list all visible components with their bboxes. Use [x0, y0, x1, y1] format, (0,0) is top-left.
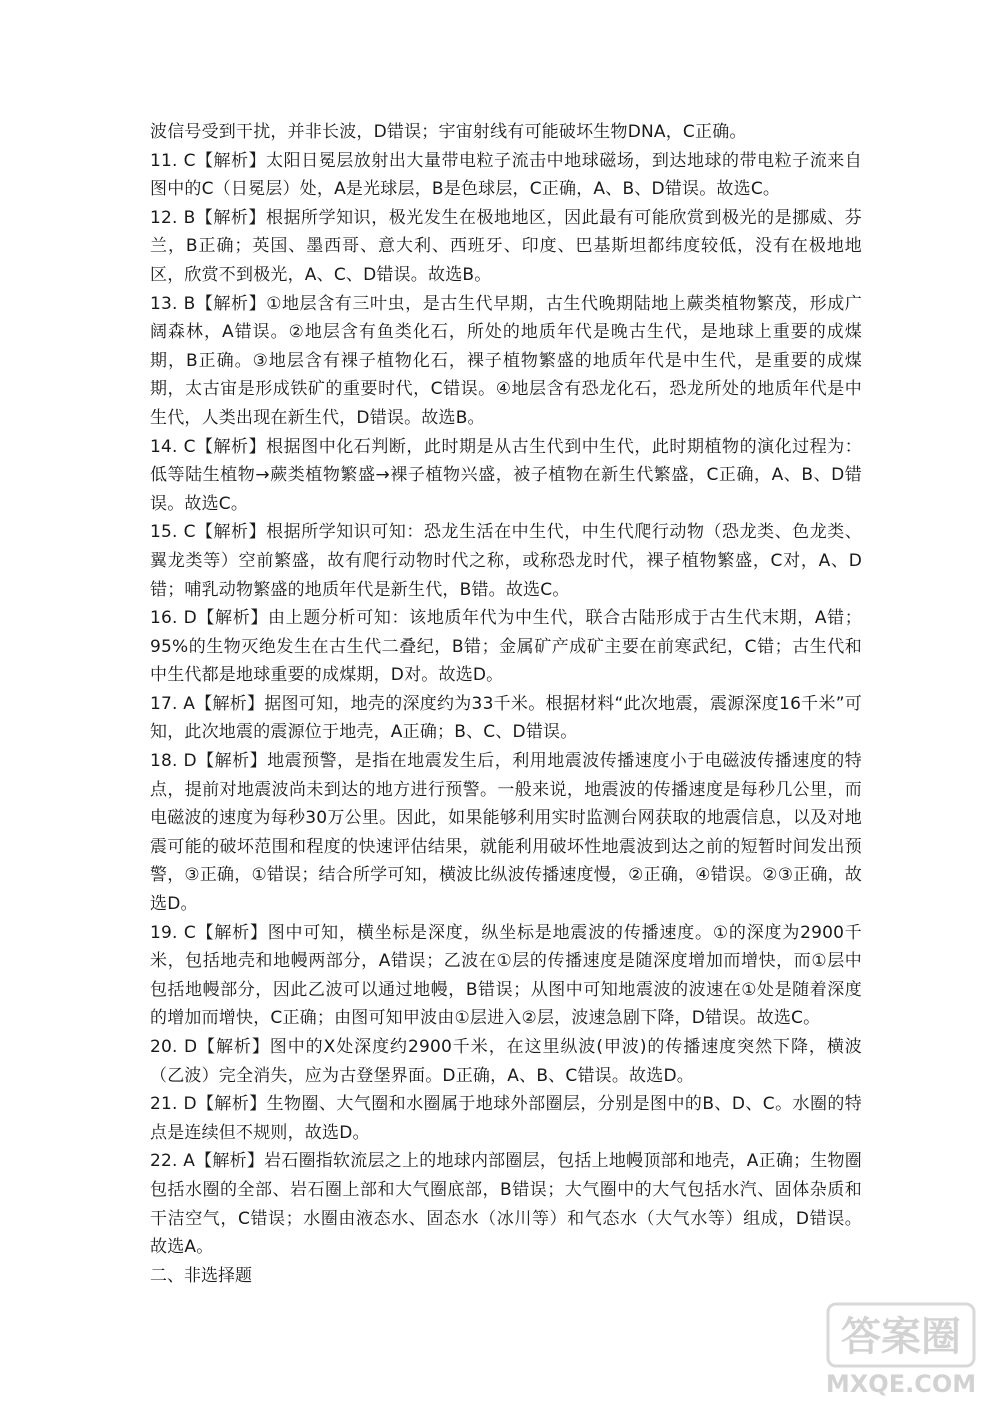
watermark-logo	[826, 1300, 976, 1400]
answer-paragraph: 15. C【解析】根据所学知识可知：恐龙生活在中生代，中生代爬行动物（恐龙类、色龙类、翼龙类等）空前繁盛，故有爬行动物时代之称，或称恐龙时代，裸子植物繁盛，C对，A、D错；哺乳动物繁盛的地质年代是新生代，B错。故选C。	[150, 522, 862, 600]
answer-paragraph: 16. D【解析】由上题分析可知：该地质年代为中生代，联合古陆形成于古生代末期，A错；95%的生物灭绝发生在古生代二叠纪，B错；金属矿产成矿主要在前寒武纪，C错；古生代和中生代都是地球重要的成煤期，D对。故选D。	[150, 608, 862, 686]
watermark-logo-text: 答案圈	[841, 1314, 961, 1360]
answer-paragraph: 14. C【解析】根据图中化石判断，此时期是从古生代到中生代，此时期植物的演化过程为：低等陆生植物→蕨类植物繁盛→裸子植物兴盛，被子植物在新生代繁盛，C正确，A、B、D错误。故选C。	[150, 436, 862, 514]
answer-paragraph: 13. B【解析】①地层含有三叶虫，是古生代早期，古生代晚期陆地上蕨类植物繁茂，形成广阔森林，A错误。②地层含有鱼类化石，所处的地质年代是晚古生代，是地球上重要的成煤期，B正确。③地层含有裸子植物化石，裸子植物繁盛的地质年代是中生代，是重要的成煤期，太古宙是形成铁矿的重要时代，C错误。④地层含有恐龙化石，恐龙所处的地质年代是中生代，人类出现在新生代，D错误。故选B。	[150, 293, 862, 428]
answer-paragraph: 17. A【解析】据图可知，地壳的深度约为33千米。根据材料“此次地震，震源深度16千米”可知，此次地震的震源位于地壳，A正确；B、C、D错误。	[150, 693, 862, 743]
section-heading: 二、非选择题	[150, 1265, 252, 1286]
answer-paragraph: 21. D【解析】生物圈、大气圈和水圈属于地球外部圈层，分别是图中的B、D、C。水圈的特点是连续但不规则，故选D。	[150, 1094, 862, 1143]
answer-paragraph: 11. C【解析】太阳日冕层放射出大量带电粒子流击中地球磁场，到达地球的带电粒子流来自图中的C（日冕层）处，A是光球层，B是色球层，C正确，A、B、D错误。故选C。	[150, 150, 862, 200]
answer-page	[150, 118, 862, 1290]
answer-paragraph: 波信号受到干扰，并非长波，D错误；宇宙射线有可能破坏生物DNA，C正确。	[150, 122, 747, 142]
answer-paragraph: 22. A【解析】岩石圈指软流层之上的地球内部圈层，包括上地幔顶部和地壳，A正确；生物圈包括水圈的全部、岩石圈上部和大气圈底部，B错误；大气圈中的大气包括水汽、固体杂质和干洁空气，C错误；水圈由液态水、固态水（冰川等）和气态水（大气水等）组成，D错误。故选A。	[150, 1151, 862, 1258]
answer-paragraph: 19. C【解析】图中可知，横坐标是深度，纵坐标是地震波的传播速度。①的深度为2900千米，包括地壳和地幔两部分，A错误；乙波在①层的传播速度是随深度增加而增快，而①层中包括地幔部分，因此乙波可以通过地幔，B错误；从图中可知地震波的波速在①处是随着深度的增加而增快，C正确；由图可知甲波由①层进入②层，波速急剧下降，D错误。故选C。	[150, 922, 862, 1029]
watermark-domain-text: MXQE.COM	[826, 1370, 976, 1398]
answer-paragraph: 18. D【解析】地震预警，是指在地震发生后，利用地震波传播速度小于电磁波传播速度的特点，提前对地震波尚未到达的地方进行预警。一般来说，地震波的传播速度是每秒几公里，而电磁波的速度为每秒30万公里。因此，如果能够利用实时监测台网获取的地震信息，以及对地震可能的破坏范围和程度的快速评估结果，就能利用破坏性地震波到达之前的短暂时间发出预警，③正确，①错误；结合所学可知，横波比纵波传播速度慢，②正确，④错误。②③正确，故选D。	[150, 751, 862, 915]
answer-paragraph: 20. D【解析】图中的X处深度约2900千米，在这里纵波(甲波)的传播速度突然下降，横波（乙波）完全消失，应为古登堡界面。D正确，A、B、C错误。故选D。	[150, 1037, 862, 1086]
answer-paragraph: 12. B【解析】根据所学知识，极光发生在极地地区，因此最有可能欣赏到极光的是挪威、芬兰，B正确；英国、墨西哥、意大利、西班牙、印度、巴基斯坦都纬度较低，没有在极地地区，欣赏不到极光，A、C、D错误。故选B。	[150, 207, 862, 285]
